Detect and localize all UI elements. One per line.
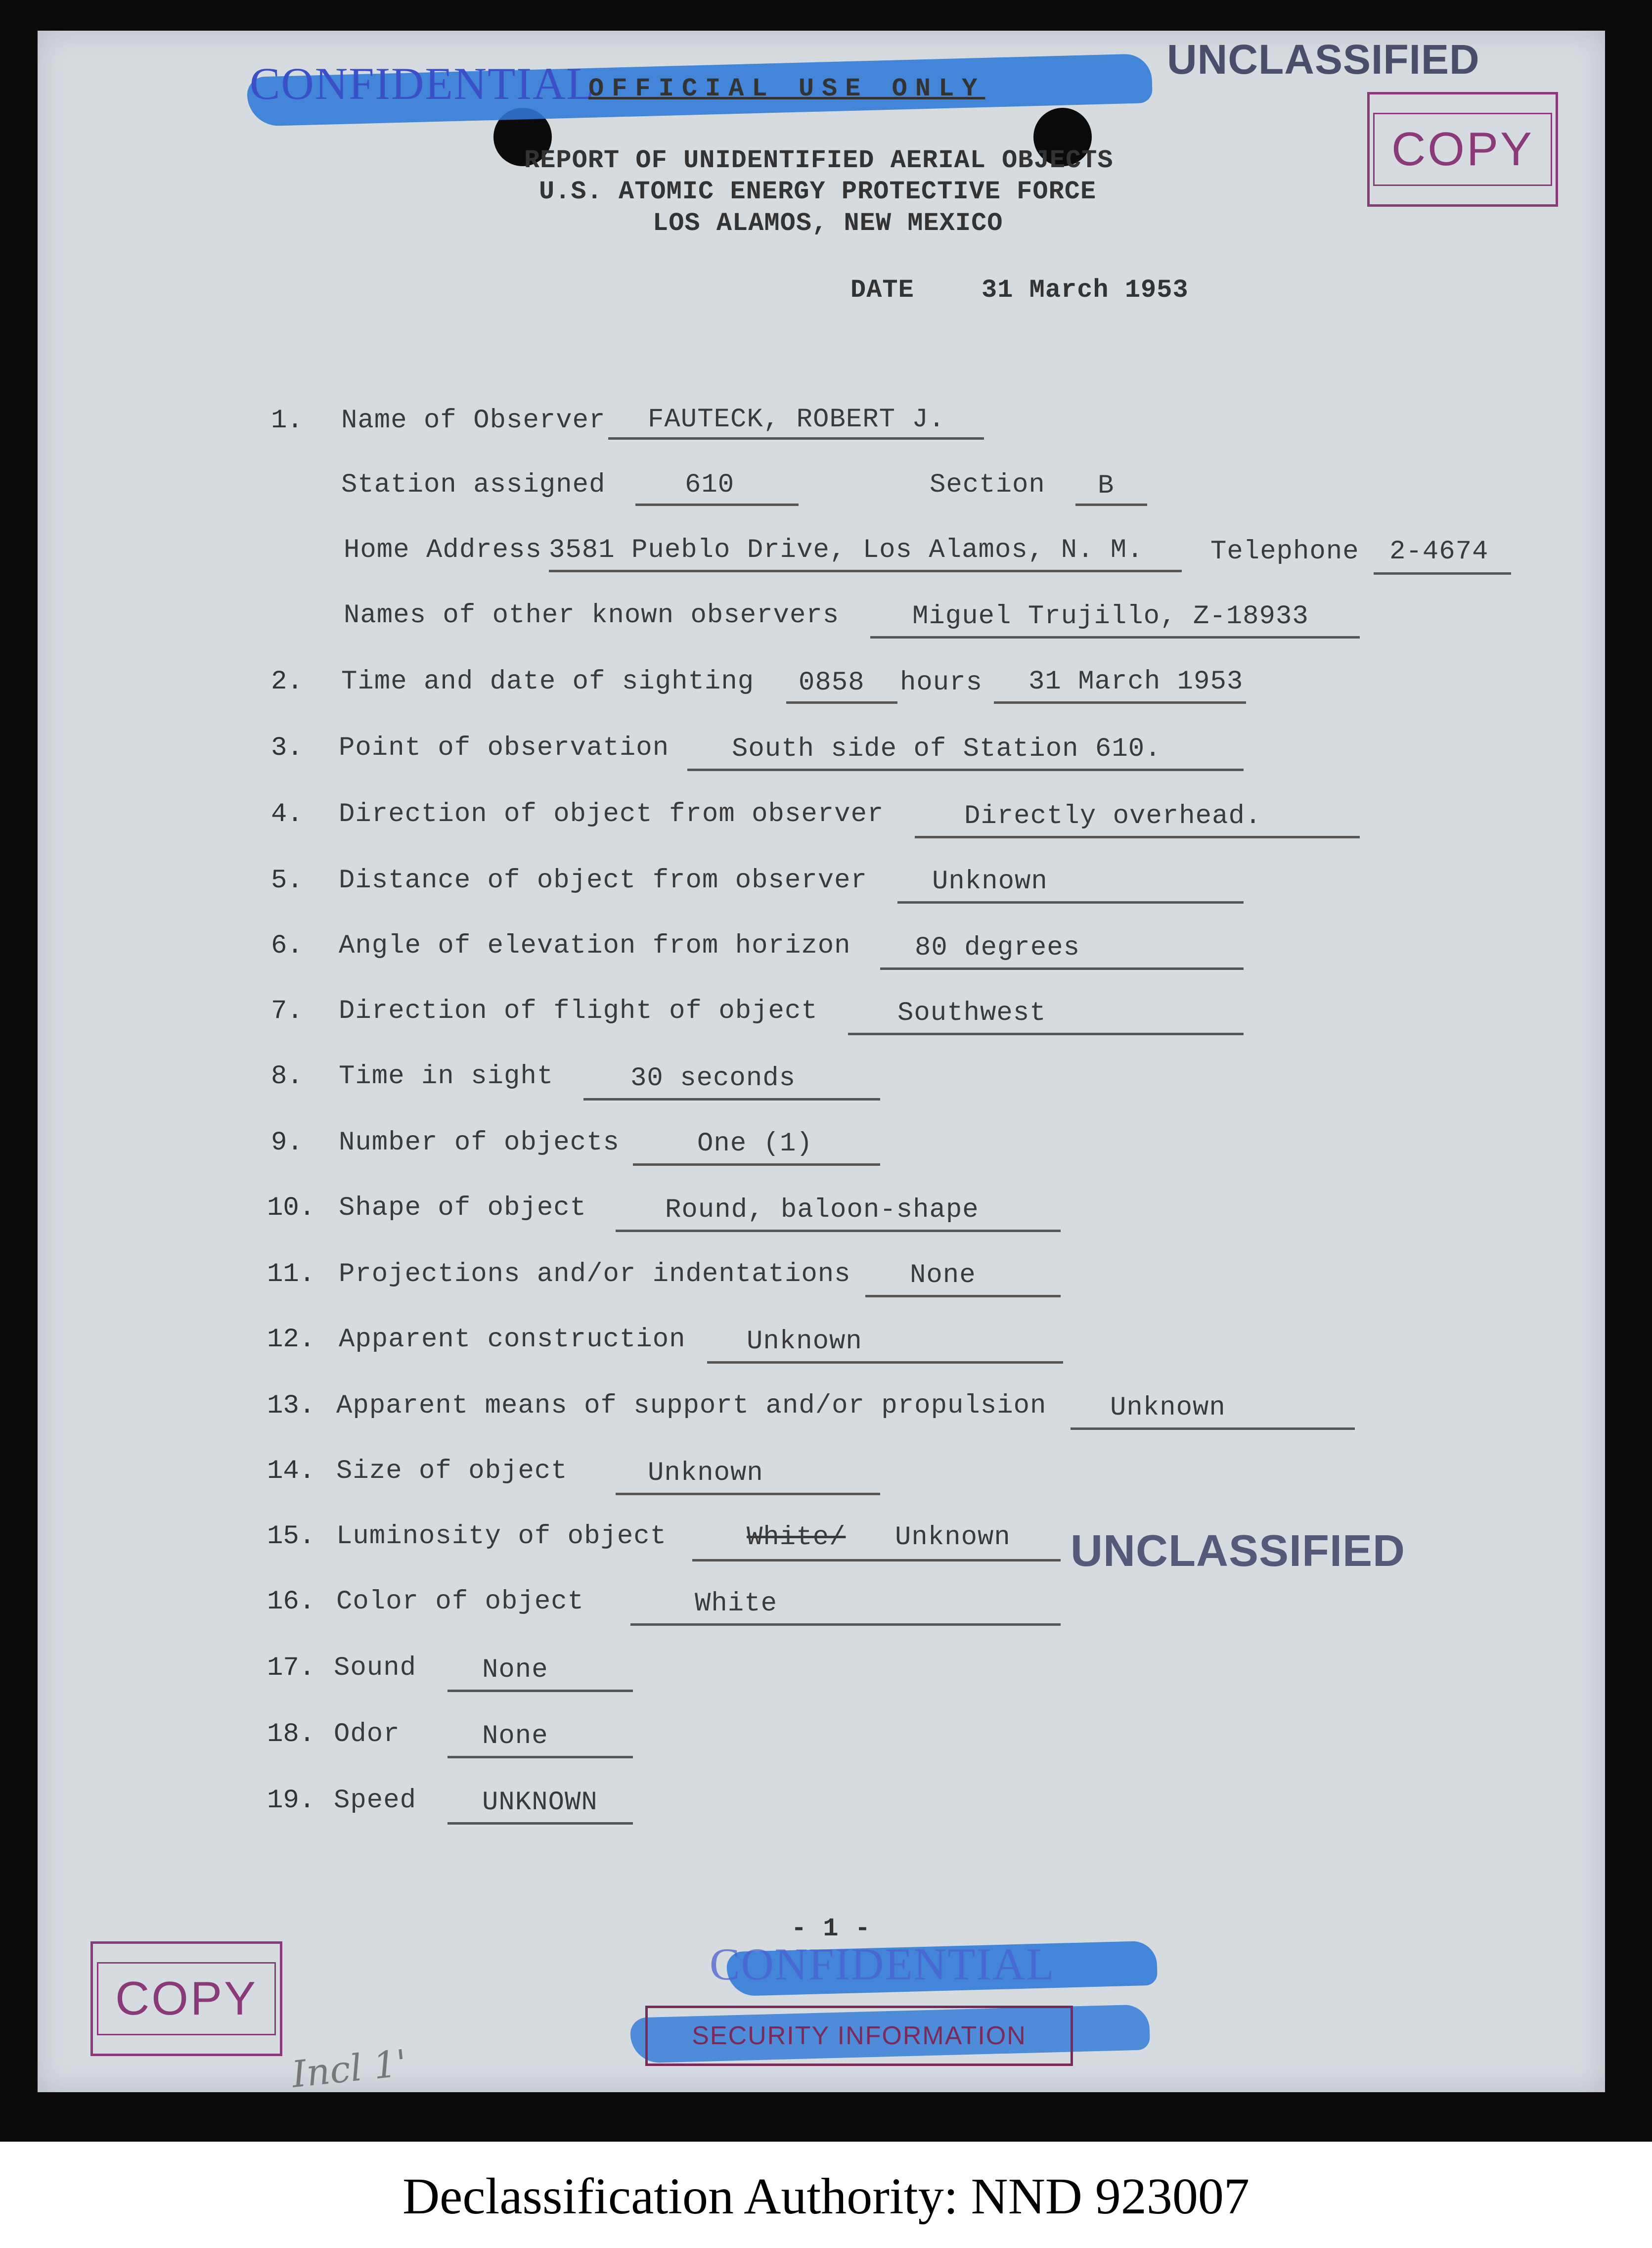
q14-value: Unknown — [648, 1458, 763, 1488]
q19-value: UNKNOWN — [482, 1788, 598, 1818]
q19-number: 19. — [267, 1786, 315, 1816]
q2-label: Time and date of sighting — [341, 667, 755, 697]
q2-date-value: 31 March 1953 — [1028, 667, 1244, 697]
report-title: REPORT OF UNIDENTIFIED AERIAL OBJECTS — [524, 146, 1114, 175]
copy-stamp-top-label: COPY — [1373, 113, 1552, 186]
q5-number: 5. — [271, 866, 303, 896]
q17-label: Sound — [334, 1653, 417, 1683]
q16-label: Color of object — [336, 1587, 584, 1617]
q1-telephone-label: Telephone — [1210, 537, 1359, 567]
q2-number: 2. — [271, 667, 303, 697]
q6-number: 6. — [271, 931, 303, 961]
confidential-stamp-top: CONFIDENTIAL — [250, 58, 595, 109]
q13-number: 13. — [267, 1391, 315, 1421]
q11-value: None — [910, 1260, 976, 1290]
q8-label: Time in sight — [339, 1061, 554, 1092]
q1-address-value: 3581 Pueblo Drive, Los Alamos, N. M. — [549, 535, 1144, 565]
q14-number: 14. — [267, 1456, 315, 1486]
q15-number: 15. — [267, 1521, 315, 1552]
date-label: DATE — [850, 275, 914, 305]
q14-label: Size of object — [336, 1456, 568, 1486]
q9-label: Number of objects — [339, 1128, 620, 1158]
report-location: LOS ALAMOS, NEW MEXICO — [653, 209, 1003, 238]
q2-time-value: 0858 — [799, 668, 865, 698]
q18-value: None — [482, 1721, 548, 1751]
q1-telephone-value: 2-4674 — [1389, 537, 1489, 567]
page-number: - 1 - — [791, 1914, 871, 1943]
q3-label: Point of observation — [339, 733, 670, 763]
q11-label: Projections and/or indentations — [339, 1259, 851, 1289]
q15-value: Unknown — [895, 1522, 1011, 1553]
q1-address-label: Home Address — [344, 535, 542, 565]
q17-number: 17. — [267, 1653, 315, 1683]
q16-number: 16. — [267, 1587, 315, 1617]
q12-label: Apparent construction — [339, 1325, 686, 1355]
q1-section-label: Section — [930, 470, 1045, 500]
q6-value: 80 degrees — [915, 933, 1080, 963]
q2-hours-label: hours — [900, 668, 983, 698]
q7-label: Direction of flight of object — [339, 996, 818, 1026]
handwritten-note: Incl 1' — [290, 2042, 409, 2096]
security-information-stamp: SECURITY INFORMATION — [645, 2006, 1073, 2066]
q16-value: White — [695, 1589, 778, 1619]
q7-number: 7. — [271, 996, 303, 1026]
q8-number: 8. — [271, 1061, 303, 1092]
unclassified-stamp-top: UNCLASSIFIED — [1167, 36, 1480, 83]
q4-value: Directly overhead. — [964, 801, 1262, 831]
q3-number: 3. — [271, 733, 303, 763]
q1-section-value: B — [1098, 471, 1115, 501]
q15-label: Luminosity of object — [336, 1521, 667, 1552]
q1-station-value: 610 — [685, 470, 735, 500]
q17-value: None — [482, 1655, 548, 1685]
q12-number: 12. — [267, 1325, 315, 1355]
official-use-only-stamp: OFFICIAL USE ONLY — [588, 74, 985, 103]
q6-label: Angle of elevation from horizon — [339, 931, 851, 961]
q11-number: 11. — [267, 1259, 315, 1289]
q1-station-label: Station assigned — [341, 470, 606, 500]
q5-value: Unknown — [932, 867, 1048, 897]
copy-stamp-bottom-label: COPY — [97, 1962, 276, 2035]
q1-observer-label: Name of Observer — [341, 406, 606, 436]
q19-label: Speed — [334, 1786, 417, 1816]
confidential-stamp-bottom: CONFIDENTIAL — [710, 1939, 1055, 1989]
q10-label: Shape of object — [339, 1193, 587, 1223]
q4-label: Direction of object from observer — [339, 799, 884, 829]
q1-others-label: Names of other known observers — [344, 600, 840, 631]
q13-value: Unknown — [1110, 1393, 1226, 1423]
q18-number: 18. — [267, 1719, 315, 1749]
declassification-authority: Declassification Authority: NND 923007 — [402, 2167, 1250, 2225]
q3-value: South side of Station 610. — [732, 734, 1161, 764]
q9-value: One (1) — [697, 1129, 813, 1159]
q1-observer-value: FAUTECK, ROBERT J. — [648, 405, 945, 435]
q9-number: 9. — [271, 1128, 303, 1158]
q1-others-value: Miguel Trujillo, Z-18933 — [912, 601, 1309, 632]
q1-number: 1. — [271, 406, 303, 436]
q8-value: 30 seconds — [630, 1063, 796, 1094]
q7-value: Southwest — [897, 998, 1046, 1028]
q12-value: Unknown — [747, 1327, 862, 1357]
unclassified-stamp-mid: UNCLASSIFIED — [1071, 1526, 1406, 1576]
q10-value: Round, baloon-shape — [665, 1195, 979, 1225]
q4-number: 4. — [271, 799, 303, 829]
q13-label: Apparent means of support and/or propulsion — [336, 1391, 1047, 1421]
q15-struck-value: White/ — [747, 1522, 846, 1553]
report-agency: U.S. ATOMIC ENERGY PROTECTIVE FORCE — [539, 177, 1097, 206]
date-value: 31 March 1953 — [982, 275, 1189, 305]
q10-number: 10. — [267, 1193, 315, 1223]
copy-stamp-top — [1367, 92, 1558, 207]
q18-label: Odor — [334, 1719, 400, 1749]
copy-stamp-bottom — [90, 1941, 282, 2056]
q5-label: Distance of object from observer — [339, 866, 867, 896]
